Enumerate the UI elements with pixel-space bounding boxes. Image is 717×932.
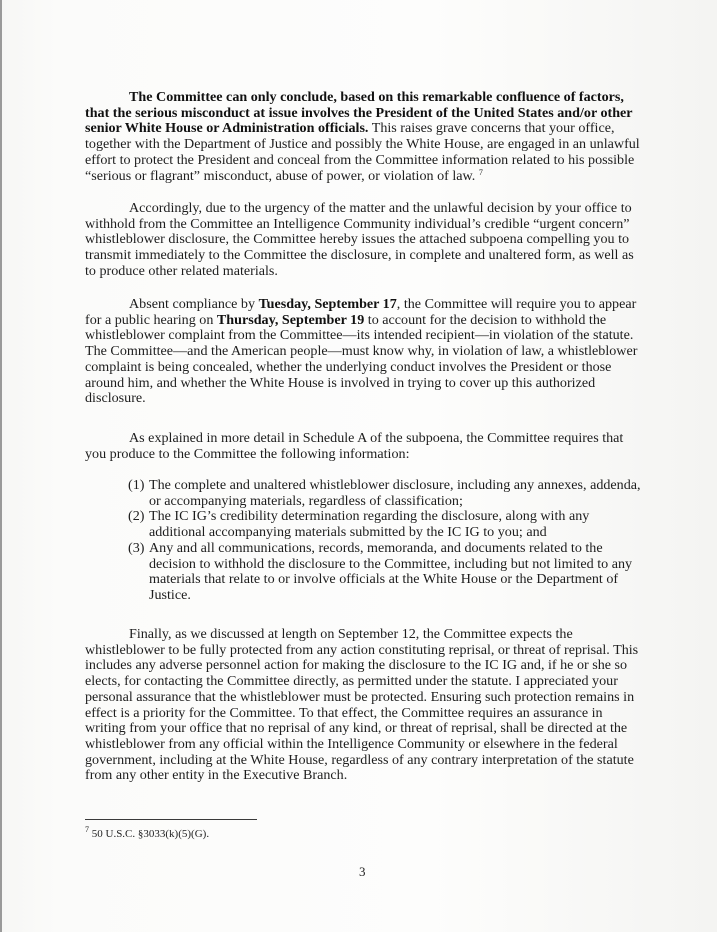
page-left-edge	[0, 0, 2, 932]
list-item	[128, 478, 648, 509]
paragraph-conclusion-bold-text: The Committee can only conclude, based on this remarkable confluence of factors, that the serious misconduct at issue involves the President of the United States and/or other senior White House or Administration officials.	[85, 89, 633, 137]
footnote-text: 50 U.S.C. §3033(k)(5)(G).	[89, 828, 210, 840]
paragraph-hearing-text-3: to account for the decision to withhold the whistleblower complaint from the Committee—its intended recipient—in violation of the statute. The Committee—and the American people—must know why, in violation of law, a whistleblower complaint is being concealed, whether the underlying conduct involves the President or those around him, and whether the White House is involved in trying to cover up this authorized disclosure.	[85, 311, 638, 407]
paragraph-schedule: As explained in more detail in Schedule A of the subpoena, the Committee requires that you produce to the Committee the following information:	[85, 430, 624, 462]
list-item-text: The IC IG’s credibility determination regarding the disclosure, along with any additional accompanying materials submitted by the IC IG to you; and	[149, 508, 590, 541]
list-item-number: (2)	[128, 508, 145, 525]
list-item-number: (1)	[128, 477, 145, 493]
paragraph-conclusion	[85, 90, 645, 184]
paragraph-hearing-text-1: Absent compliance by	[129, 296, 259, 312]
hearing-date: Thursday, September 19	[216, 311, 365, 328]
paragraph-whistleblower-protection: Finally, as we discussed at length on September 12, the Committee expects the whistleblower to be fully protected from any action constituting reprisal, or threat of reprisal. This includes any adverse personnel action for making the disclosure to the IC IG and, if he or she so elects, for contacting the Committee directly, as permitted under the statute. I appreciated your personal assurance that the whistleblower must be protected. Ensuring such protection remains in effect is a priority for the Committee. To that effect, the Committee requires an assurance in writing from your office that no reprisal of any kind, or threat of reprisal, shall be directed at the whistleblower from any official within the Intelligence Community or elsewhere in the federal government, including at the White House, regardless of any contrary interpretation of the statute from any other entity in the Executive Branch.	[85, 626, 639, 784]
page-number: 3	[359, 864, 366, 879]
footnote-divider	[85, 819, 257, 820]
list-item	[128, 541, 648, 604]
list-item	[128, 509, 648, 540]
paragraph-hearing	[85, 297, 645, 407]
list-item-text: The complete and unaltered whistleblower disclosure, including any annexes, addenda, or accompanying materials, regardless of classification;	[149, 477, 641, 509]
list-item-number: (3)	[128, 539, 145, 556]
footnote	[85, 825, 210, 840]
paragraph-subpoena: Accordingly, due to the urgency of the matter and the unlawful decision by your office to withhold from the Committee an Intelligence Community individual’s credible “urgent concern” whistleblower disclosure, the Committee hereby issues the attached subpoena compelling you to transmit immediately to the Committee the disclosure, in complete and unaltered form, as well as to produce other related materials.	[85, 200, 634, 279]
required-information-list	[128, 478, 648, 604]
list-item-text: Any and all communications, records, memoranda, and documents related to the decision to withhold the disclosure to the Committee, including but not limited to any materials that relate to or involve officials at the White House or the Department of Justice.	[149, 539, 633, 603]
paragraph-conclusion-body-text: This raises grave concerns that your office, together with the Department of Justice and possibly the White House, are engaged in an unlawful effort to protect the President and conceal from the Committee information related to his possible “serious or flagrant” misconduct, abuse of power, or violation of law.	[85, 120, 640, 184]
footnote-number: 7	[85, 825, 89, 834]
footnote-reference: 7	[478, 167, 483, 177]
compliance-deadline-date: Tuesday, September 17	[258, 296, 397, 312]
paragraph-hearing-text-2: , the Committee will require you to appear for a public hearing on	[85, 296, 637, 328]
